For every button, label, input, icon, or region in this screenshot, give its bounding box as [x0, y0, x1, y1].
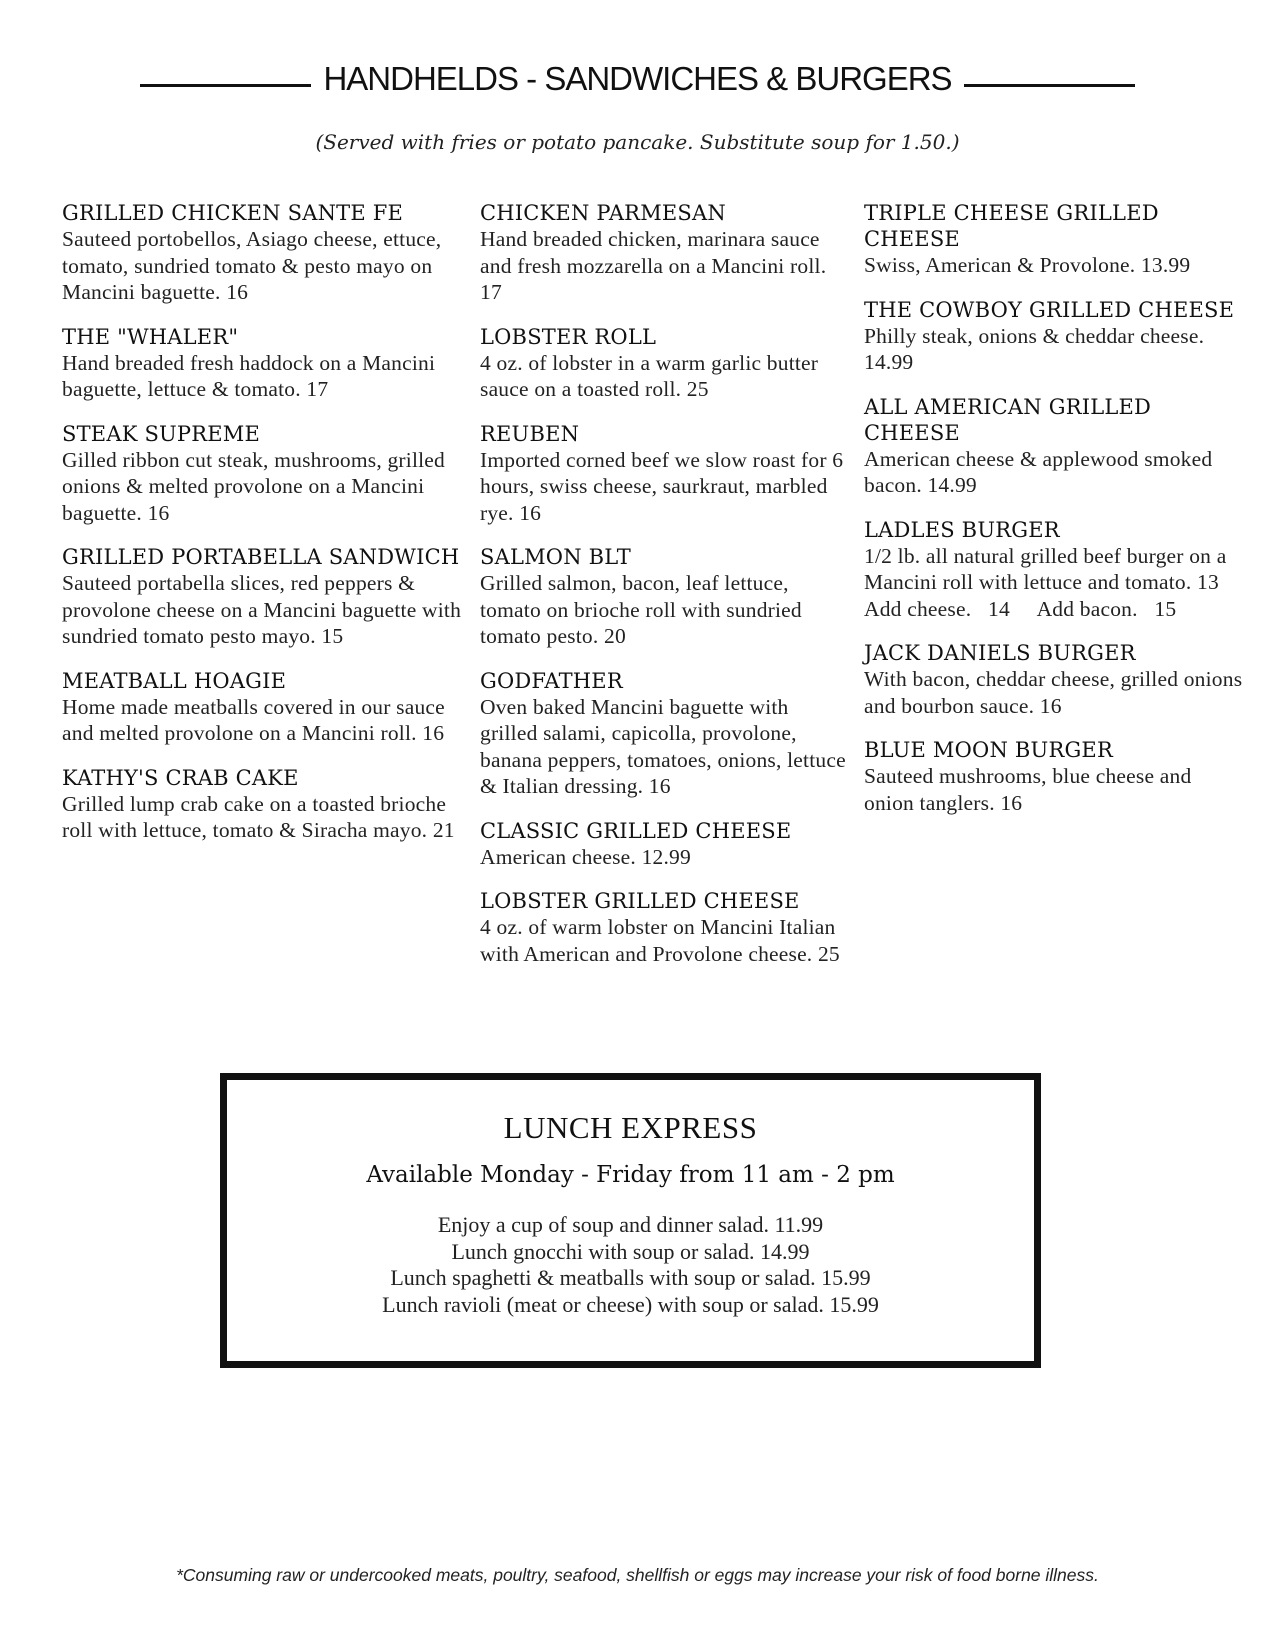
- page-title: HANDHELDS - SANDWICHES & BURGERS: [323, 60, 952, 97]
- item-name: JACK DANIELS BURGER: [864, 641, 1136, 665]
- item-description: Home made meatballs covered in our sauce and melted provolone on a Mancini roll. 16: [62, 694, 445, 745]
- item-description: Sauteed portobellos, Asiago cheese, ettuce, tomato, sundried tomato & pesto mayo on Mancini baguette. 16: [62, 227, 442, 304]
- title-rule-right: [964, 84, 1135, 87]
- menu-item: [62, 544, 467, 650]
- item-description: Grilled lump crab cake on a toasted brioche roll with lettuce, tomato & Siracha mayo. 21: [62, 791, 455, 842]
- item-name: BLUE MOON BURGER: [864, 738, 1113, 762]
- menu-item: [480, 544, 850, 650]
- item-name: LOBSTER GRILLED CHEESE: [480, 889, 800, 913]
- item-name: GRILLED PORTABELLA SANDWICH: [62, 545, 460, 569]
- lunch-express-item: Lunch gnocchi with soup or salad. 14.99: [451, 1238, 810, 1264]
- menu-item: [864, 737, 1244, 816]
- item-description: Imported corned beef we slow roast for 6 hours, swiss cheese, saurkraut, marbled rye. 16: [480, 447, 844, 525]
- item-name: MEATBALL HOAGIE: [62, 668, 287, 693]
- menu-item: [864, 394, 1244, 499]
- lunch-express-item: Lunch spaghetti & meatballs with soup or salad. 15.99: [390, 1265, 871, 1290]
- item-description: Swiss, American & Provolone. 13.99: [864, 253, 1191, 277]
- page-subtitle: (Served with fries or potato pancake. Substitute soup for 1.50.): [315, 130, 960, 154]
- menu-item: [480, 421, 850, 527]
- item-name: STEAK SUPREME: [62, 421, 261, 446]
- menu-item: [864, 200, 1244, 279]
- item-name: THE "WHALER": [62, 324, 239, 349]
- item-description: Grilled salmon, bacon, leaf lettuce, tomato on brioche roll with sundried tomato pesto. 20: [480, 571, 802, 648]
- item-name: LOBSTER ROLL: [480, 324, 657, 349]
- item-name: ALL AMERICAN GRILLED CHEESE: [864, 394, 1152, 445]
- item-description: American cheese & applewood smoked bacon. 14.99: [864, 446, 1213, 497]
- item-name: SALMON BLT: [480, 545, 631, 569]
- item-description: With bacon, cheddar cheese, grilled onions and bourbon sauce. 16: [864, 667, 1243, 718]
- item-description: Hand breaded chicken, marinara sauce and fresh mozzarella on a Mancini roll. 17: [480, 227, 827, 304]
- item-name: KATHY'S CRAB CAKE: [62, 765, 299, 790]
- item-description: American cheese. 12.99: [480, 844, 691, 869]
- menu-item: [62, 200, 467, 306]
- lunch-express-item: Lunch ravioli (meat or cheese) with soup or salad. 15.99: [382, 1291, 879, 1317]
- item-name: THE COWBOY GRILLED CHEESE: [864, 297, 1235, 322]
- item-name: REUBEN: [480, 421, 580, 446]
- item-description: 1/2 lb. all natural grilled beef burger on a Mancini roll with lettuce and tomato. 13: [864, 543, 1227, 594]
- menu-column-2: [480, 200, 850, 985]
- lunch-express-title: LUNCH EXPRESS: [503, 1110, 758, 1145]
- item-description: Sauteed mushrooms, blue cheese and onion tanglers. 16: [864, 764, 1192, 815]
- item-name: CLASSIC GRILLED CHEESE: [480, 818, 792, 843]
- menu-item: [62, 668, 467, 747]
- menu-item: [62, 765, 467, 844]
- item-description: Gilled ribbon cut steak, mushrooms, grilled onions & melted provolone on a Mancini baguette. 16: [62, 447, 446, 525]
- lunch-express-list: [227, 1212, 1034, 1318]
- lunch-express-item: Enjoy a cup of soup and dinner salad. 11.99: [437, 1212, 824, 1237]
- menu-item: [864, 640, 1244, 719]
- item-name: GRILLED CHICKEN SANTE FE: [62, 201, 404, 225]
- item-description: Sauteed portabella slices, red peppers & provolone cheese on a Mancini baguette with sundried tomato pesto mayo. 15: [62, 571, 462, 648]
- menu-item: [864, 517, 1244, 623]
- item-name: CHICKEN PARMESAN: [480, 201, 726, 225]
- menu-column-1: [62, 200, 467, 862]
- menu-column-3: [864, 200, 1244, 834]
- item-name: GODFATHER: [480, 668, 623, 693]
- menu-item: [62, 324, 467, 403]
- item-description: Oven baked Mancini baguette with grilled salami, capicolla, provolone, banana peppers, tomatoes, onions, lettuce & Italian dressing. 16: [480, 694, 846, 798]
- item-name: TRIPLE CHEESE GRILLED CHEESE: [864, 201, 1159, 251]
- food-safety-disclaimer: *Consuming raw or undercooked meats, poultry, seafood, shellfish or eggs may increase your risk of food borne illness.: [176, 1565, 1099, 1585]
- item-description: 4 oz. of lobster in a warm garlic butter sauce on a toasted roll. 25: [480, 350, 819, 401]
- item-description: 4 oz. of warm lobster on Mancini Italian with American and Provolone cheese. 25: [480, 915, 840, 966]
- menu-item: [480, 324, 850, 403]
- menu-item: [480, 818, 850, 871]
- menu-item: [480, 200, 850, 306]
- menu-item: [480, 668, 850, 800]
- menu-item: [480, 888, 850, 967]
- item-name: LADLES BURGER: [864, 517, 1060, 542]
- item-description: Hand breaded fresh haddock on a Mancini baguette, lettuce & tomato. 17: [62, 350, 436, 401]
- menu-item: [62, 421, 467, 527]
- menu-item: [864, 297, 1244, 376]
- page-header: [140, 62, 1135, 95]
- item-addons: Add cheese. 14 Add bacon. 15: [864, 596, 1177, 621]
- item-description: Philly steak, onions & cheddar cheese. 14.99: [864, 323, 1205, 374]
- lunch-express-box: [220, 1073, 1041, 1368]
- title-rule-left: [140, 84, 311, 87]
- lunch-express-hours: Available Monday - Friday from 11 am - 2 pm: [366, 1162, 895, 1188]
